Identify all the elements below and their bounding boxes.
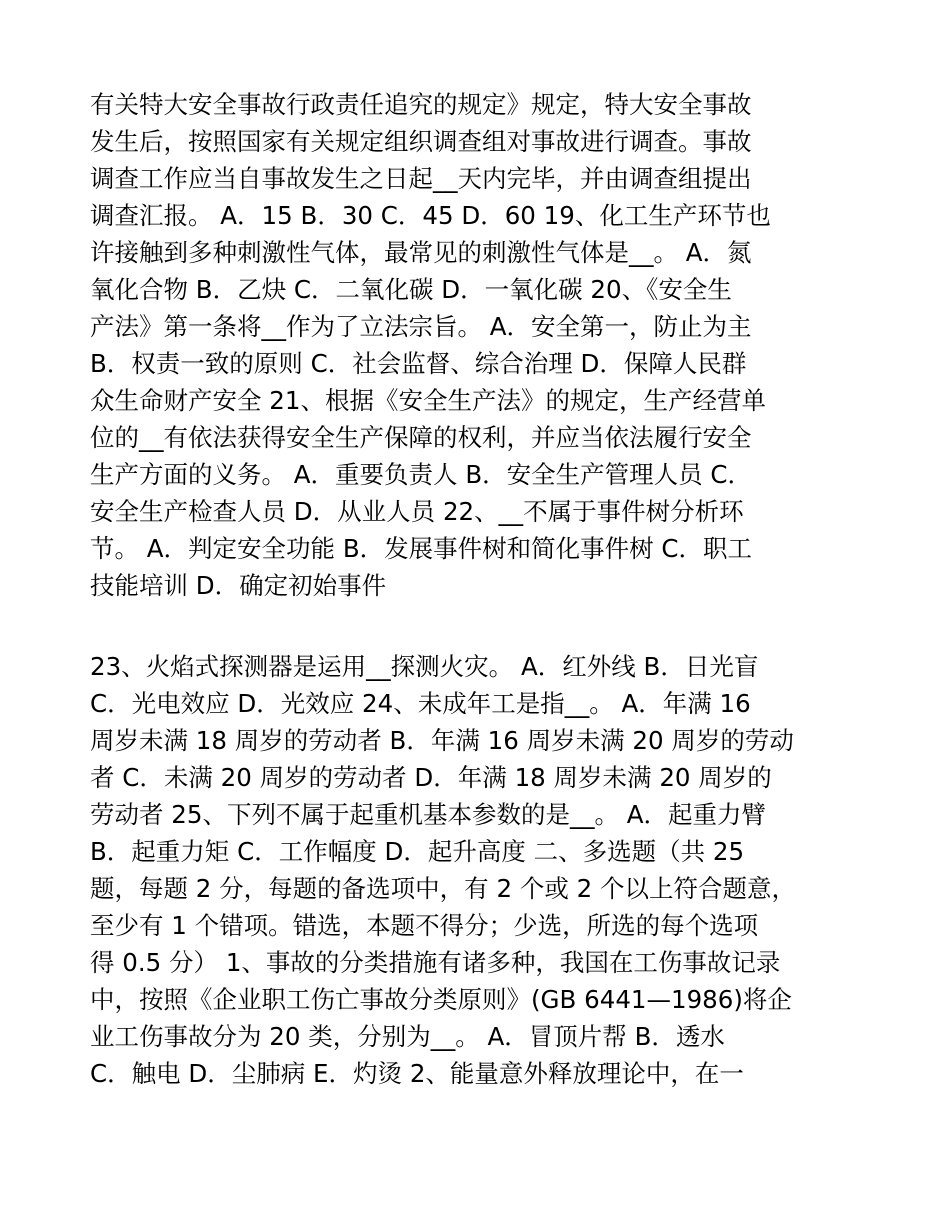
text-line: 有关特大安全事故行政责任追究的规定》规定，特大安全事故 bbox=[90, 90, 752, 119]
text-line: 题，每题 2 分，每题的备选项中，有 2 个或 2 个以上符合题意， bbox=[90, 874, 796, 903]
text-line: 业工伤事故分为 20 类，分别为__。 A．冒顶片帮 B．透水 bbox=[90, 1022, 725, 1051]
text-line: 劳动者 25、下列不属于起重机基本参数的是__。 A．起重力臂 bbox=[90, 800, 767, 829]
text-line: 调查工作应当自事故发生之日起__天内完毕，并由调查组提出 bbox=[90, 164, 752, 193]
text-line: 23、火焰式探测器是运用__探测火灾。 A．红外线 B．日光盲 bbox=[90, 652, 759, 681]
text-line: 安全生产检查人员 D．从业人员 22、__不属于事件树分析环 bbox=[90, 497, 744, 526]
text-line: B．权责一致的原则 C．社会监督、综合治理 D．保障人民群 bbox=[90, 349, 747, 378]
text-line: 节。 A．判定安全功能 B．发展事件树和简化事件树 C．职工 bbox=[90, 534, 753, 563]
text-line: C．触电 D．尘肺病 E．灼烫 2、能量意外释放理论中，在一 bbox=[90, 1059, 744, 1088]
text-line: 者 C．未满 20 周岁的劳动者 D．年满 18 周岁未满 20 周岁的 bbox=[90, 763, 772, 792]
text-line: 众生命财产安全 21、根据《安全生产法》的规定，生产经营单 bbox=[90, 386, 766, 415]
paragraph-1 bbox=[90, 86, 865, 604]
text-line: C．光电效应 D．光效应 24、未成年工是指__。 A．年满 16 bbox=[90, 689, 751, 718]
text-line: 周岁未满 18 周岁的劳动者 B．年满 16 周岁未满 20 周岁的劳动 bbox=[90, 726, 794, 755]
text-line: 氧化合物 B．乙炔 C．二氧化碳 D．一氧化碳 20、《安全生 bbox=[90, 275, 732, 304]
text-line: 技能培训 D．确定初始事件 bbox=[90, 571, 387, 600]
text-line: 调查汇报。 A．15 B．30 C．45 D．60 19、化工生产环节也 bbox=[90, 201, 771, 230]
text-line: B．起重力矩 C．工作幅度 D．起升高度 二、多选题（共 25 bbox=[90, 837, 745, 866]
text-line: 中，按照《企业职工伤亡事故分类原则》(GB 6441—1986)将企 bbox=[90, 985, 792, 1014]
text-line: 生产方面的义务。 A．重要负责人 B．安全生产管理人员 C． bbox=[90, 460, 753, 489]
text-line: 位的__有依法获得安全生产保障的权利，并应当依法履行安全 bbox=[90, 423, 752, 452]
text-line: 发生后，按照国家有关规定组织调查组对事故进行调查。事故 bbox=[90, 127, 752, 156]
text-line: 至少有 1 个错项。错选，本题不得分；少选，所选的每个选项 bbox=[90, 911, 759, 940]
text-line: 得 0.5 分） 1、事故的分类措施有诸多种，我国在工伤事故记录 bbox=[90, 948, 781, 977]
paragraph-2 bbox=[90, 648, 865, 1092]
text-line: 产法》第一条将__作为了立法宗旨。 A．安全第一，防止为主 bbox=[90, 312, 752, 341]
text-line: 许接触到多种刺激性气体，最常见的刺激性气体是__。 A．氮 bbox=[90, 238, 752, 267]
